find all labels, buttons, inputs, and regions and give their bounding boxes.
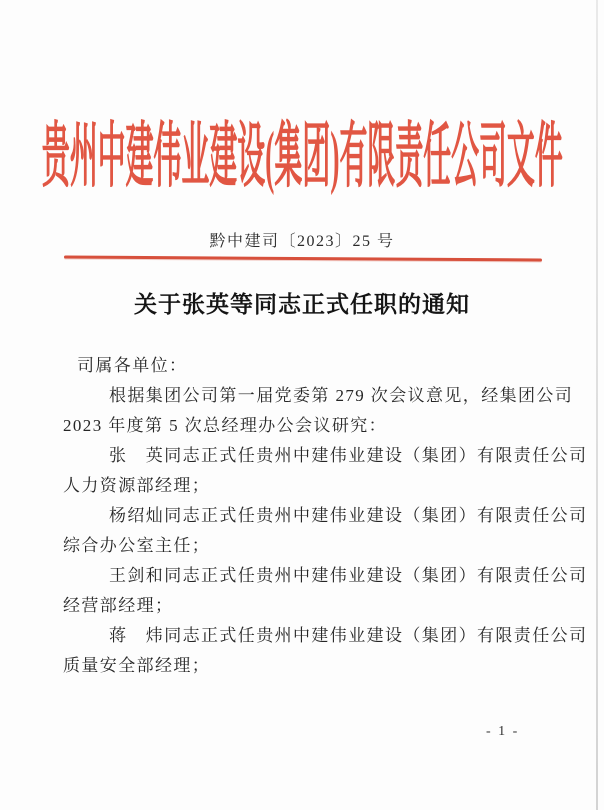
doc-number: 黔中建司〔2023〕25 号 <box>209 233 395 250</box>
body-line: 司属各单位： <box>77 356 188 375</box>
body-line: 综合办公室主任； <box>63 536 211 555</box>
body-line: 经营部经理； <box>63 596 174 615</box>
doc-body <box>63 351 588 681</box>
body-line: 根据集团公司第一届党委第 279 次会议意见，经集团公司 <box>109 386 574 405</box>
body-line: 王剑和同志正式任贵州中建伟业建设（集团）有限责任公司 <box>109 566 588 585</box>
body-line: 张 英同志正式任贵州中建伟业建设（集团）有限责任公司 <box>109 446 588 465</box>
masthead <box>0 97 604 196</box>
page-number: - 1 - <box>486 724 520 739</box>
red-divider-rule <box>64 256 542 262</box>
scan-edge-artifact <box>596 0 598 810</box>
body-line: 质量安全部经理； <box>63 656 211 675</box>
body-line: 人力资源部经理； <box>63 476 211 495</box>
body-line: 杨绍灿同志正式任贵州中建伟业建设（集团）有限责任公司 <box>109 506 588 525</box>
body-line: 2023 年度第 5 次总经理办公会议研究： <box>63 416 388 435</box>
org-title: 贵州中建伟业建设(集团)有限责任公司文件 <box>41 115 563 196</box>
doc-title: 关于张英等同志正式任职的通知 <box>134 292 470 317</box>
body-line: 蒋 炜同志正式任贵州中建伟业建设（集团）有限责任公司 <box>109 626 588 645</box>
